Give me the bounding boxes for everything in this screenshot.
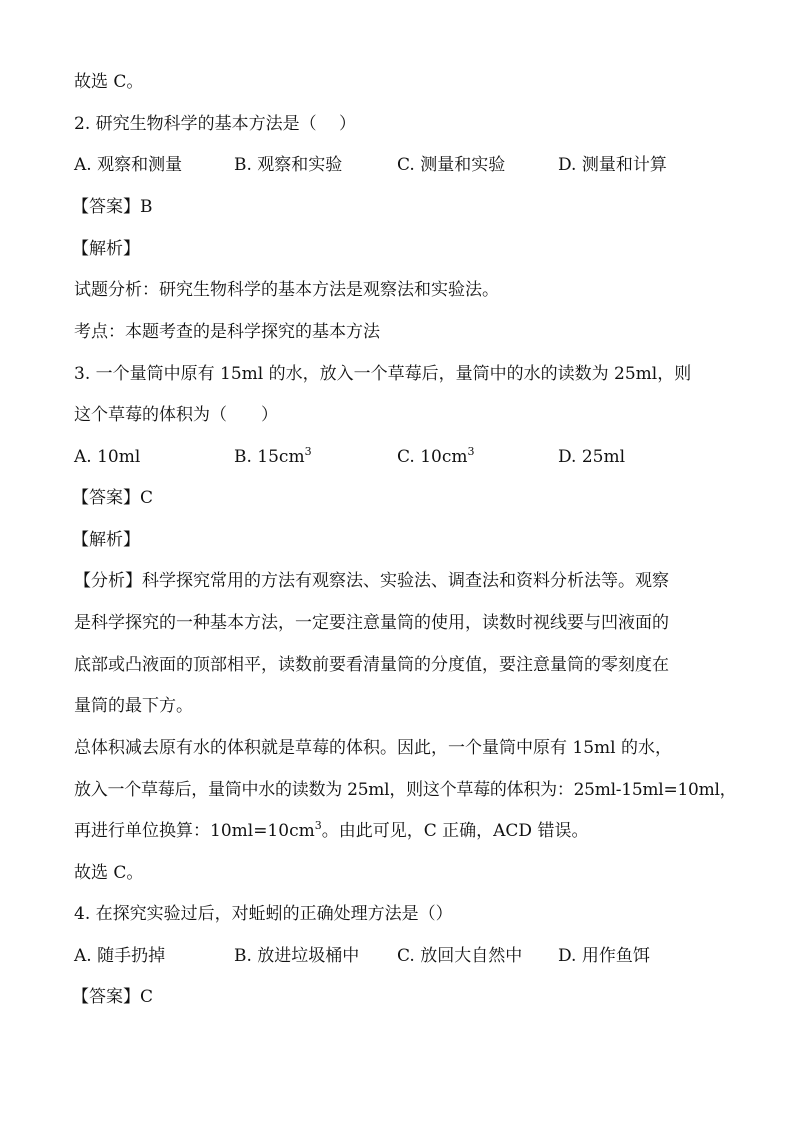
option-c: C. $10cm^3$ xyxy=(397,445,475,467)
option-b: B. $15cm^3$ xyxy=(234,445,312,467)
superscript: 3 xyxy=(304,445,312,458)
question-3-analysis-heading: 【解析】 xyxy=(72,530,140,550)
analysis-paragraph-2-line-2: 放入一个草莓后，量筒中水的读数为 25ml，则这个草莓的体积为：25ml-15ml=10ml， xyxy=(74,780,737,800)
question-4-stem: 4. 在探究实验过后，对蚯蚓的正确处理方法是（） xyxy=(74,904,453,924)
question-3-answer: 【答案】C xyxy=(72,488,154,508)
analysis-paragraph-1-line-4: 量筒的最下方。 xyxy=(74,696,193,716)
option-d: D. 测量和计算 xyxy=(558,155,667,175)
question-3-options xyxy=(74,445,734,469)
question-2-knowledge-point: 考点：本题考查的是科学探究的基本方法 xyxy=(74,322,380,342)
superscript: 3 xyxy=(467,445,475,458)
question-4-answer: 【答案】C xyxy=(72,987,154,1007)
option-c: C. 测量和实验 xyxy=(397,155,506,175)
option-b: B. 观察和实验 xyxy=(234,155,343,175)
analysis-paragraph-1-line-1: 【分析】科学探究常用的方法有观察法、实验法、调查法和资料分析法等。观察 xyxy=(74,571,669,591)
option-c: C. 放回大自然中 xyxy=(397,946,523,966)
choice-line: 故选 C。 xyxy=(74,863,144,883)
question-2-analysis-text: 试题分析：研究生物科学的基本方法是观察法和实验法。 xyxy=(74,280,499,300)
question-2-stem: 2. 研究生物科学的基本方法是（ ） xyxy=(74,114,357,134)
analysis-paragraph-2-line-1: 总体积减去原有水的体积就是草莓的体积。因此，一个量筒中原有 15ml 的水， xyxy=(74,738,672,758)
option-d: D. 用作鱼饵 xyxy=(558,946,650,966)
analysis-paragraph-1-line-2: 是科学探究的一种基本方法，一定要注意量筒的使用，读数时视线要与凹液面的 xyxy=(74,613,669,633)
analysis-paragraph-2-line-3: 再进行单位换算：$10ml=10cm^3$。由此可见，C 正确，ACD 错误。 xyxy=(74,819,589,841)
option-d: D. 25ml xyxy=(558,447,626,467)
option-a: A. 随手扔掉 xyxy=(74,946,166,966)
option-b: B. 放进垃圾桶中 xyxy=(234,946,360,966)
question-4-options xyxy=(74,944,734,968)
question-3-stem-line-1: 3. 一个量筒中原有 15ml 的水，放入一个草莓后，量筒中的水的读数为 25ml，则 xyxy=(74,364,692,384)
question-2-analysis-heading: 【解析】 xyxy=(72,239,140,259)
option-a: A. 10ml xyxy=(74,447,141,467)
analysis-paragraph-1-line-3: 底部或凸液面的顶部相平，读数前要看清量筒的分度值，要注意量筒的零刻度在 xyxy=(74,655,669,675)
superscript: 3 xyxy=(314,819,322,832)
option-a: A. 观察和测量 xyxy=(74,155,183,175)
question-2-options xyxy=(74,153,734,177)
question-2-answer: 【答案】B xyxy=(72,197,153,217)
choice-line: 故选 C。 xyxy=(74,72,144,92)
question-3-stem-line-2: 这个草莓的体积为（ ） xyxy=(74,405,278,425)
